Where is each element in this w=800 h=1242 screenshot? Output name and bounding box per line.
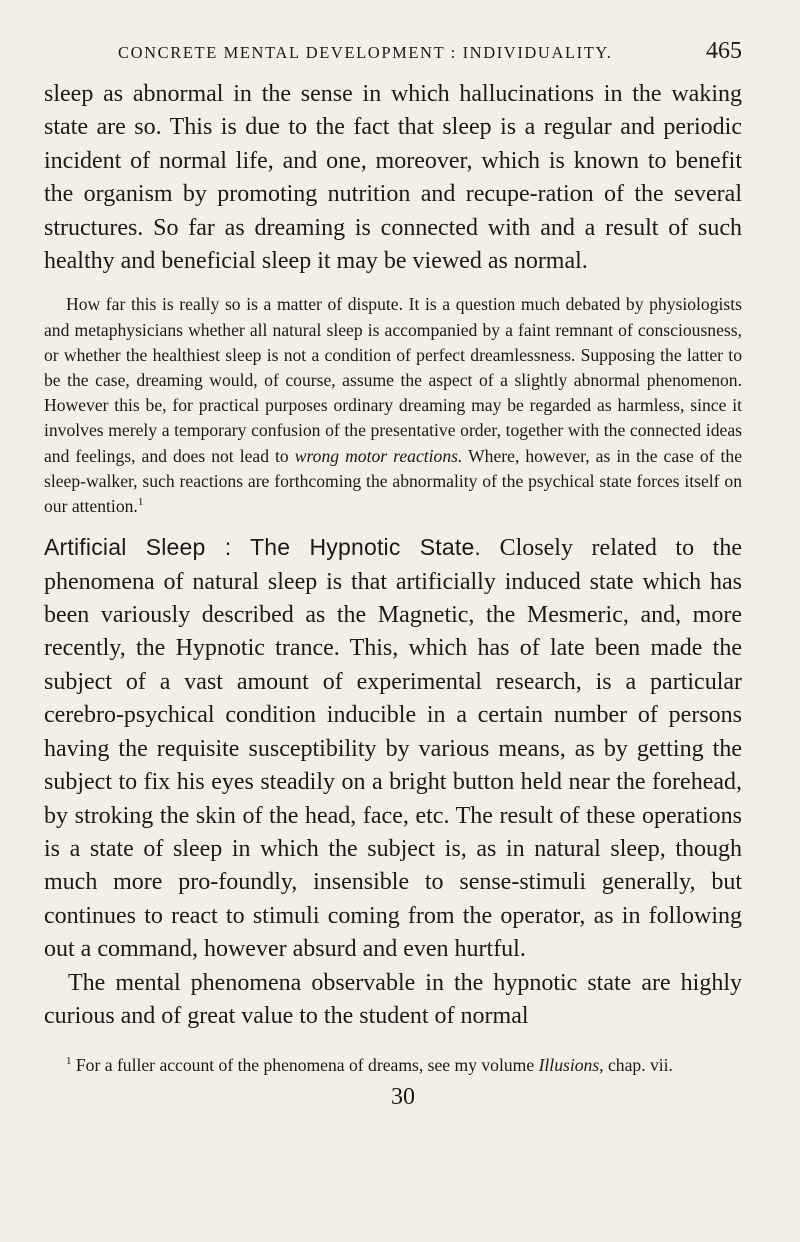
page-number: 465 — [706, 38, 742, 64]
paragraph-2 — [44, 292, 742, 519]
footnote-marker: 1 — [66, 1055, 72, 1068]
section-heading: Artificial Sleep : The Hypnotic State. — [44, 534, 482, 561]
paragraph-1: sleep as abnormal in the sense in which hallucinations in the waking state are so. This is due to the fact that sleep is a regular and periodic incident of normal life, and one, moreover, which is known to benefit the organism by promoting nutrition and recupe-ration of the several structures. So far as dreaming is connected with and a result of such healthy and beneficial sleep it may be viewed as normal. — [44, 81, 742, 275]
paragraph-2-text: How far this is really so is a matter of dispute. It is a question much debated by physiologists and metaphysicians whether all natural sleep is accompanied by a faint remnant of consciousness, or whether the healthiest sleep is not a condition of perfect dreamlessness. Supposing the latter to be the case, dreaming would, of course, assume the aspect of a slightly abnormal phenomenon. However this be, for practical purposes ordinary dreaming may be regarded as harmless, since it involves merely a temporary confusion of the presentative order, together with the connected ideas and feelings, and does not lead to — [44, 294, 742, 466]
paragraph-3-text: Closely related to the phenomena of natural sleep is that artificially induced state which has been variously described as the Magnetic, the Mesmeric, and, more recently, the Hypnotic trance. This, which has of late been made the subject of a vast amount of experimental research, is a particular cerebro-psychical condition inducible in a certain number of persons having the requisite susceptibility by various means, as by getting the subject to fix his eyes steadily on a bright button held near the forehead, by stroking the skin of the head, face, etc. The result of these operations is a state of sleep in which the subject is, as in natural sleep, though much more pro-foundly, insensible to sense-stimuli generally, but continues to react to stimuli coming from the operator, as in following out a command, however absurd and even hurtful. — [44, 535, 743, 963]
footnote-reference: 1 — [137, 496, 144, 509]
running-head — [44, 38, 742, 78]
paragraph-3 — [44, 531, 742, 966]
footnote — [44, 1053, 742, 1078]
footnote-italic: Illusions, — [538, 1055, 604, 1076]
paragraph-2-italic: wrong motor reactions. — [294, 445, 463, 466]
paragraph-4: The mental phenomena observable in the hypnotic state are highly curious and of great value to the student of normal — [44, 969, 742, 1029]
signature-mark: 30 — [391, 1084, 415, 1111]
footnote-text: For a fuller account of the phenomena of dreams, see my volume — [71, 1055, 539, 1076]
paragraph-2-text-end: Where, however, as in the case of the sleep-walker, such reactions are forthcoming the abnormality of the psychical state forces itself on our attention. — [44, 445, 743, 517]
footnote-text-end: chap. vii. — [603, 1055, 673, 1076]
running-title: CONCRETE MENTAL DEVELOPMENT : INDIVIDUALITY. — [118, 43, 613, 62]
